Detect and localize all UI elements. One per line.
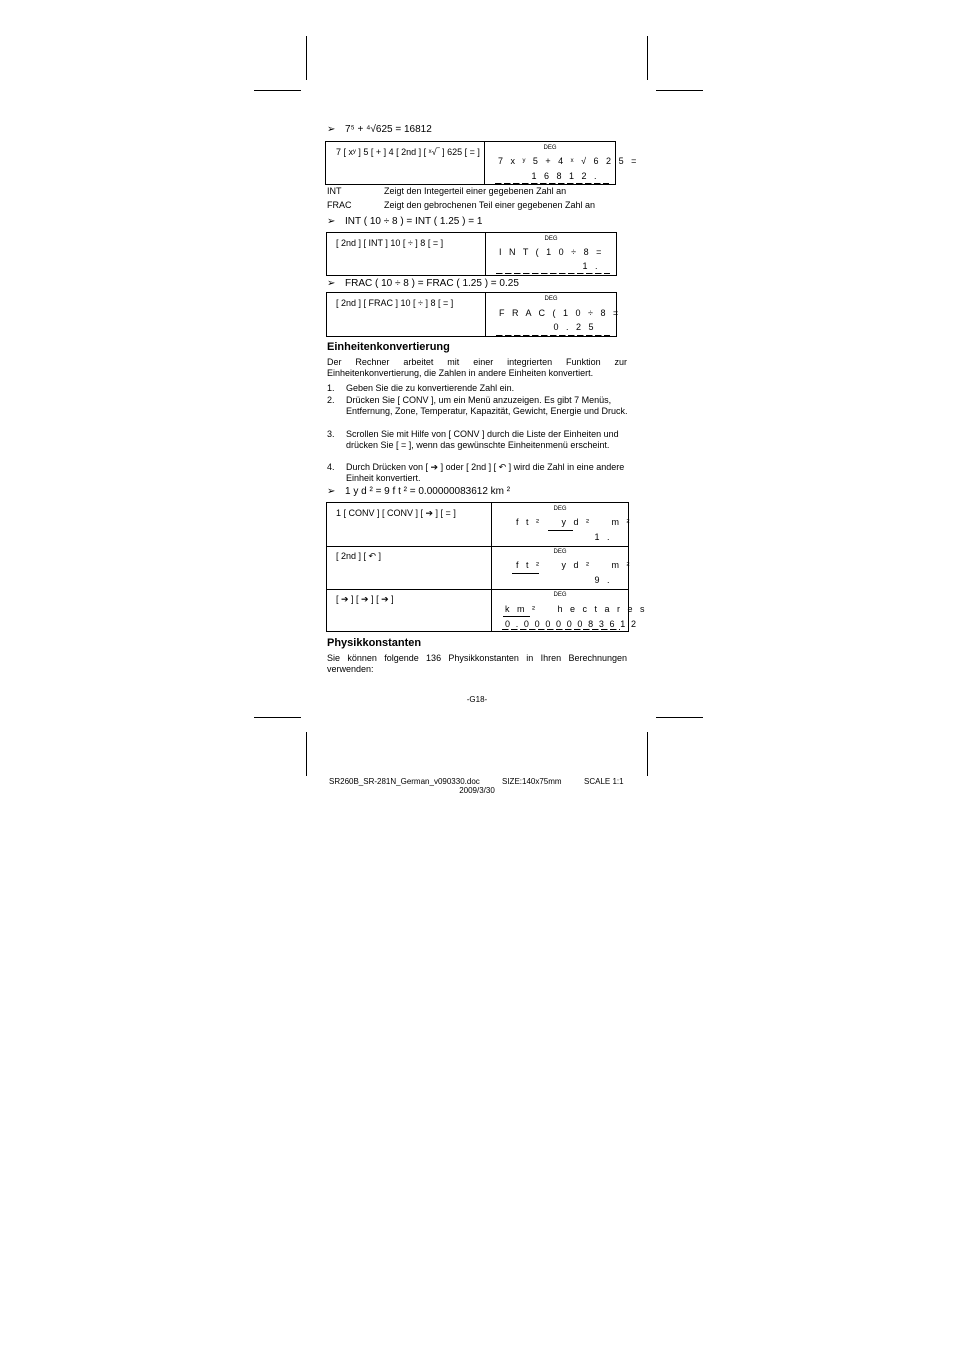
lcd-line-2: 0 . 0 0 0 0 0 0 8 3 6 1 2	[505, 619, 638, 629]
arrow-bullet-icon: ➢	[327, 216, 336, 227]
key-sequence: 1 [ CONV ] [ CONV ] [ ➔ ] [ = ]	[327, 503, 492, 546]
lcd-line-1: I N T ( 1 0 ÷ 8 =	[499, 247, 604, 257]
list-item: 4. Durch Drücken von [ ➔ ] oder [ 2nd ] [ ↶ ] wird die Zahl in eine andere Einheit konvertiert.	[327, 462, 625, 483]
lcd-dash-line	[502, 629, 620, 630]
key-sequence: [ 2nd ] [ ↶ ]	[327, 546, 492, 589]
section-intro: Sie können folgende 136 Physikkonstanten in Ihren Berechnungen verwenden:	[327, 653, 627, 674]
lcd-line-1: k m ² h e c t a r e s	[505, 604, 648, 614]
crop-mark	[254, 90, 301, 91]
section-intro: Der Rechner arbeitet mit einer integrierten Funktion zur Einheitenkonvertierung, die Zahlen in andere Einheiten konvertiert.	[327, 357, 627, 378]
crop-mark	[647, 732, 648, 776]
list-item: 2. Drücken Sie [ CONV ], um ein Menü anzuzeigen. Es gibt 7 Menüs, Entfernung, Zone, Temperatur, Kapazität, Gewicht, Energie und Druck.	[327, 395, 628, 416]
definition-term: INT	[327, 186, 342, 196]
key-display-box	[325, 141, 639, 185]
lcd-display	[492, 546, 633, 589]
lcd-line-2: 1 .	[594, 532, 612, 542]
footer-size: SIZE:140x75mm	[502, 777, 562, 786]
lcd-line-2: 1 .	[582, 261, 600, 271]
definition-desc: Zeigt den Integerteil einer gegebenen Zahl an	[384, 186, 567, 196]
footer-filename: SR260B_SR-281N_German_v090330.doc	[329, 777, 480, 786]
arrow-bullet-icon: ➢	[327, 278, 336, 289]
lcd-line-1: f t ² y d ² m ²	[516, 517, 633, 527]
footer-scale: SCALE 1:1	[584, 777, 624, 786]
crop-mark	[306, 732, 307, 776]
crop-mark	[254, 717, 301, 718]
table-row	[327, 546, 633, 590]
lcd-display	[486, 233, 616, 275]
crop-mark	[656, 717, 703, 718]
crop-mark	[647, 36, 648, 80]
lcd-line-1: F R A C ( 1 0 ÷ 8 =	[499, 308, 621, 318]
crop-mark	[656, 90, 703, 91]
key-display-box	[326, 232, 617, 276]
selection-underline	[503, 616, 530, 617]
arrow-bullet-icon: ➢	[327, 486, 336, 497]
section-heading: Einheitenkonvertierung	[327, 341, 450, 353]
page-number: -G18-	[466, 695, 488, 704]
table-row	[327, 503, 633, 547]
key-display-box	[326, 292, 621, 337]
example-formula: ➢ FRAC ( 10 ÷ 8 ) = FRAC ( 1.25 ) = 0.25	[327, 278, 519, 289]
lcd-dash-line	[495, 183, 609, 184]
deg-indicator: DEG	[544, 296, 558, 302]
lcd-display	[492, 503, 633, 546]
arrow-bullet-icon: ➢	[327, 124, 336, 135]
key-sequence: [ ➔ ] [ ➔ ] [ ➔ ]	[327, 589, 492, 631]
deg-indicator: DEG	[544, 236, 558, 242]
deg-indicator: DEG	[543, 145, 557, 151]
lcd-display	[492, 589, 648, 631]
selection-underline	[512, 573, 539, 574]
section-heading: Physikkonstanten	[327, 637, 422, 649]
key-sequence: 7 [ xʸ ] 5 [ + ] 4 [ 2nd ] [ ˣ√‾ ] 625 [ = ]	[326, 142, 485, 184]
lcd-line-1: 7 x ʸ 5 + 4 ˣ √ 6 2 5 =	[498, 156, 639, 166]
example-formula: ➢ INT ( 10 ÷ 8 ) = INT ( 1.25 ) = 1	[327, 216, 483, 227]
key-display-table	[326, 502, 648, 632]
list-item: 1. Geben Sie die zu konvertierende Zahl ein.	[327, 383, 515, 393]
deg-indicator: DEG	[553, 549, 567, 555]
table-row	[327, 589, 648, 631]
lcd-line-2: 1 6 8 1 2 .	[531, 171, 599, 181]
deg-indicator: DEG	[553, 592, 567, 598]
footer-date: 2009/3/30	[459, 786, 495, 795]
list-item: 3. Scrollen Sie mit Hilfe von [ CONV ] durch die Liste der Einheiten und drücken Sie [ = ], wenn das gewünschte Einheitenmenü erscheint.	[327, 429, 619, 450]
lcd-line-2: 9 .	[594, 575, 612, 585]
lcd-dash-line	[496, 335, 610, 336]
definition-term: FRAC	[327, 200, 352, 210]
selection-underline	[548, 530, 573, 531]
key-sequence: [ 2nd ] [ INT ] 10 [ ÷ ] 8 [ = ]	[327, 233, 486, 275]
example-formula: ➢ 1 y d ² = 9 f t ² = 0.00000083612 km ²	[327, 486, 511, 497]
lcd-display	[485, 142, 639, 184]
key-sequence: [ 2nd ] [ FRAC ] 10 [ ÷ ] 8 [ = ]	[327, 293, 486, 336]
lcd-display	[486, 293, 621, 336]
deg-indicator: DEG	[553, 506, 567, 512]
lcd-line-2: 0 . 2 5	[553, 322, 596, 332]
definition-desc: Zeigt den gebrochenen Teil einer gegebenen Zahl an	[384, 200, 595, 210]
lcd-line-1: f t ² y d ² m ²	[516, 560, 633, 570]
lcd-dash-line	[496, 273, 610, 274]
example-formula: ➢ 7⁵ + ⁴√625 = 16812	[327, 124, 432, 135]
crop-mark	[306, 36, 307, 80]
